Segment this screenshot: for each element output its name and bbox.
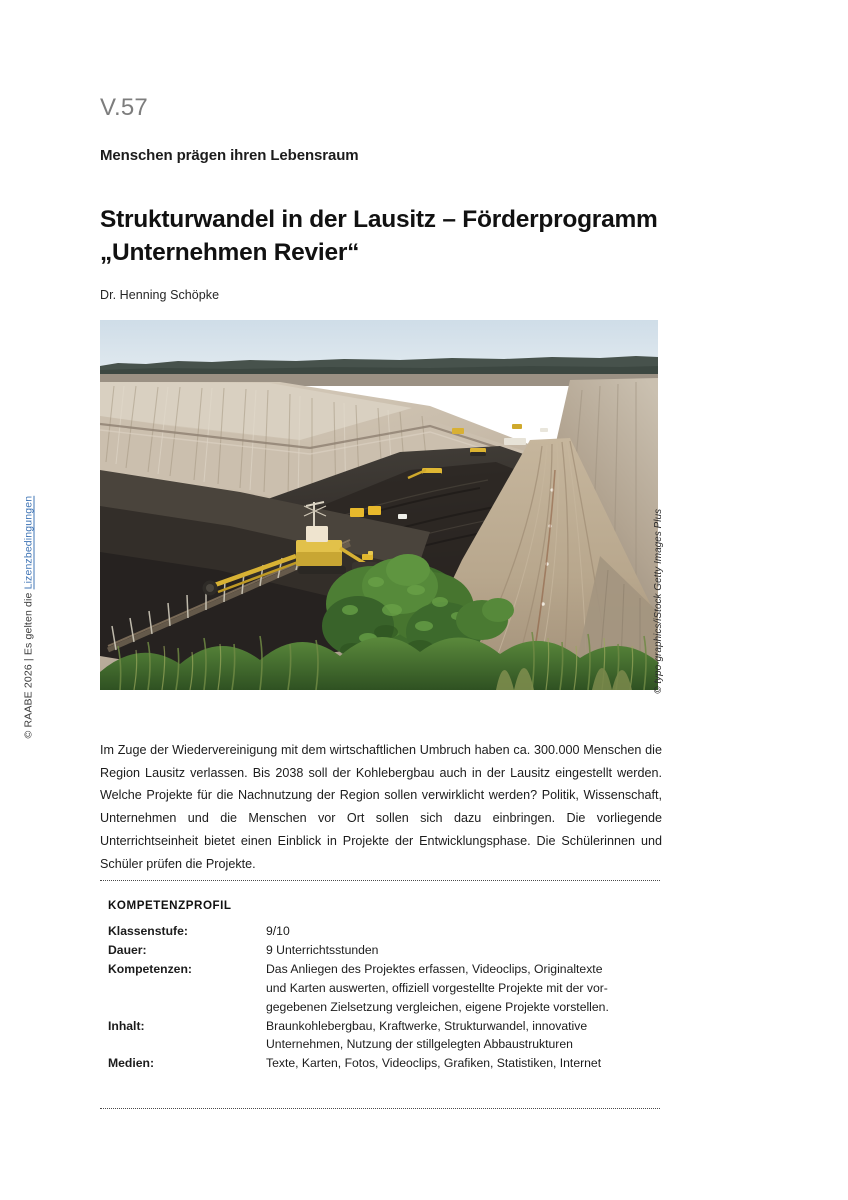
open-pit-mine-illustration: [100, 320, 658, 690]
row-value: [266, 960, 660, 1017]
license-terms-link[interactable]: Lizenzbedingungen: [22, 495, 35, 589]
page-title-line-2: „Unternehmen Revier“: [100, 238, 360, 266]
photo-credit-text: © typo-graphics/iStock Getty Images Plus: [653, 509, 665, 694]
author-byline: Dr. Henning Schöpke: [100, 288, 220, 302]
table-row: [108, 941, 660, 960]
row-value: [266, 922, 660, 941]
photo-credit: [653, 478, 682, 694]
value-line: Unternehmen, Nutzung der stillgelegten Abbaustrukturen: [266, 1037, 573, 1052]
volume-number: V.57: [100, 94, 148, 121]
value-line: 9 Unterrichtsstunden: [266, 942, 379, 957]
row-value: [266, 941, 660, 960]
row-label: Medien:: [108, 1056, 155, 1071]
value-line: Das Anliegen des Projektes erfassen, Videoclips, Originaltexte: [266, 961, 603, 976]
competency-profile-heading: KOMPETENZPROFIL: [108, 899, 232, 912]
row-label: Kompetenzen:: [108, 961, 192, 976]
value-line: 9/10: [266, 924, 290, 938]
value-line: Braunkohlebergbau, Kraftwerke, Strukturwandel, innovative: [266, 1018, 588, 1033]
value-line: und Karten auswerten, offiziell vorgestellte Projekte mit der vor-: [266, 980, 608, 995]
topic-eyebrow: Menschen prägen ihren Lebensraum: [100, 147, 359, 164]
row-label: Inhalt:: [108, 1018, 145, 1033]
copyright-rail: [22, 478, 56, 738]
divider-bottom: [100, 1108, 660, 1109]
value-line: Texte, Karten, Fotos, Videoclips, Grafiken, Statistiken, Internet: [266, 1056, 602, 1071]
hero-photo: [100, 320, 658, 690]
table-row: [108, 922, 660, 941]
row-value: [266, 1054, 660, 1073]
competency-profile-table: [108, 922, 660, 1073]
value-line: gegebenen Zielsetzung vergleichen, eigene Projekte vorstellen.: [266, 999, 609, 1014]
page-title: [100, 204, 680, 269]
row-value: [266, 1017, 660, 1055]
table-row: [108, 1054, 660, 1073]
row-label: Klassenstufe:: [108, 924, 188, 938]
table-row: [108, 960, 660, 1017]
divider-top: [100, 880, 660, 881]
copyright-notice: [24, 495, 35, 738]
copyright-text: © RAABE 2026 | Es gelten die: [22, 588, 35, 738]
table-row: [108, 1017, 660, 1055]
intro-paragraph: Im Zuge der Wiedervereinigung mit dem wirtschaftlichen Umbruch haben ca. 300.000 Menschen die Region Lausitz verlassen. Bis 2038 soll der Kohlebergbau auch in der Lausitz eingestellt werden. Welche Projekte für die Nachnutzung der Region sollen verwirklicht werden? Politik, Wissenschaft, Unternehmen und die Menschen vor Ort sollen sich dazu einbringen. Die vorliegende Unterrichtseinheit bietet einen Einblick in Projekte der Entwicklungsphase. Die Schülerinnen und Schüler prüfen die Projekte.: [100, 742, 662, 872]
row-label: Dauer:: [108, 942, 147, 957]
page-title-line-1: Strukturwandel in der Lausitz – Förderprogramm: [100, 206, 658, 234]
